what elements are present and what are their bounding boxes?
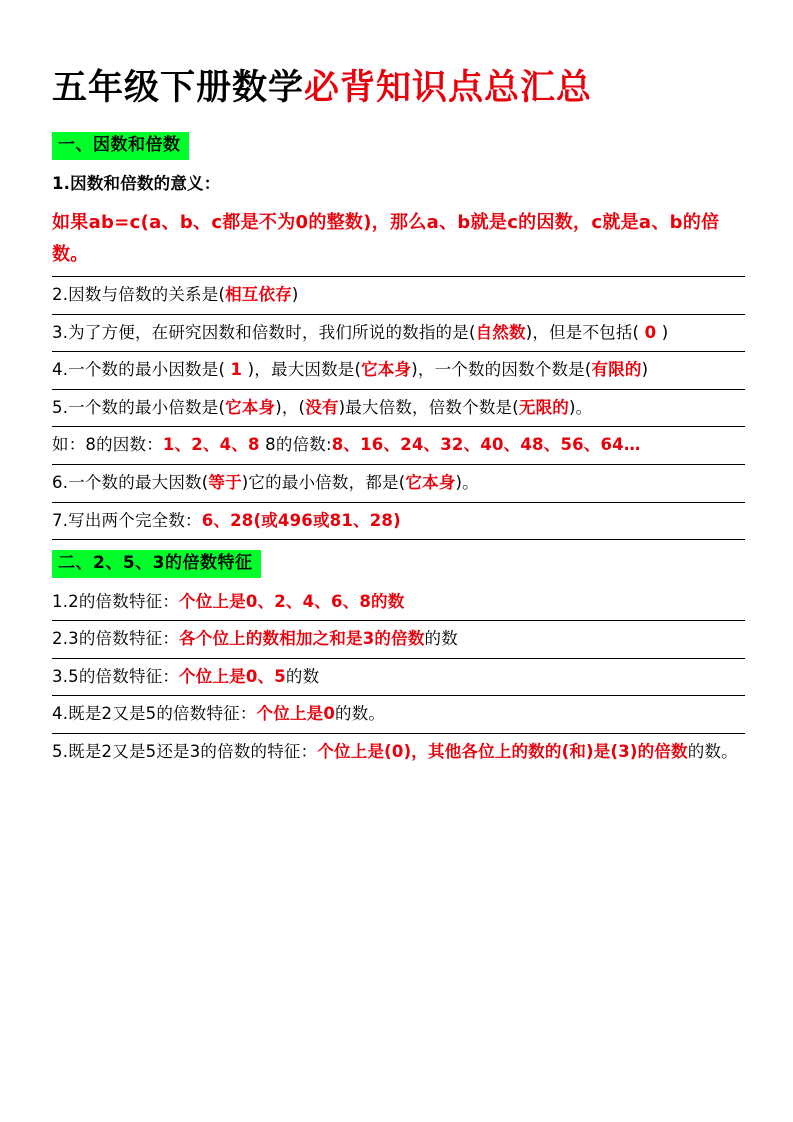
question-text: )，最大因数是(: [242, 360, 362, 380]
answer-text: 等于: [208, 473, 242, 493]
question-text: 5.既是2又是5还是3的倍数的特征：: [52, 741, 318, 761]
question-text: 4.既是2又是5的倍数特征：: [52, 704, 257, 724]
section-heading: 二、2、5、3的倍数特征: [52, 550, 261, 577]
question-text: )它的最小倍数，都是(: [241, 473, 406, 493]
question-text: 5.一个数的最小倍数是(: [52, 397, 226, 417]
question-text: 如：8的因数：: [52, 435, 163, 455]
question-text: 的数: [424, 629, 458, 649]
answer-text: 有限的: [591, 360, 642, 380]
answer-text: 1: [230, 360, 243, 380]
answer-text: 个位上是0、2、4、6、8的数: [179, 591, 405, 611]
content-row: [52, 315, 745, 353]
content-row: [52, 584, 745, 622]
content-row: [52, 621, 745, 659]
question-text: 3.为了方便，在研究因数和倍数时，我们所说的数指的是(: [52, 322, 476, 342]
question-text: 的数: [285, 666, 320, 686]
subsection-label: 1.因数和倍数的意义：: [52, 173, 221, 193]
answer-text: 个位上是(0)，其他各位上的数的(和)是(3)的倍数: [317, 741, 688, 761]
answer-text: 它本身: [225, 397, 276, 417]
answer-text: 0: [644, 322, 657, 342]
answer-text: 个位上是0、5: [179, 666, 286, 686]
title-black-part: 五年级下册数学: [52, 68, 305, 108]
question-text: )，(: [275, 397, 306, 417]
section-heading: 一、因数和倍数: [52, 132, 189, 159]
question-text: )最大倍数，倍数个数是(: [338, 397, 519, 417]
answer-text: 各个位上的数相加之和是3的倍数: [179, 629, 425, 649]
section-heading-wrap: [52, 540, 745, 583]
content-row: [52, 696, 745, 734]
answer-text: 6、28(或496或81、28): [201, 510, 401, 530]
document-content: [52, 122, 745, 770]
question-text: 1.2的倍数特征：: [52, 591, 180, 611]
answer-text: 相互依存: [225, 285, 292, 305]
answer-text: 没有: [305, 397, 339, 417]
answer-text: 个位上是0: [256, 704, 336, 724]
question-text: 6.一个数的最大因数(: [52, 473, 209, 493]
question-text: 3.5的倍数特征：: [52, 666, 180, 686]
content-row: [52, 734, 745, 771]
question-text: )。: [455, 473, 479, 493]
question-text: 4.一个数的最小因数是(: [52, 360, 231, 380]
answer-text: 1、2、4、8: [162, 435, 260, 455]
question-text: )，但是不包括(: [525, 322, 645, 342]
content-row: [52, 166, 745, 203]
question-text: 的数。: [335, 704, 386, 724]
question-text: )，一个数的因数个数是(: [411, 360, 592, 380]
definition-text: 如果ab=c(a、b、c都是不为0的整数)，那么a、b就是c的因数，c就是a、b的倍数。: [52, 212, 720, 265]
question-text: ): [656, 322, 669, 342]
section-heading-wrap: [52, 122, 745, 165]
question-text: 7.写出两个完全数：: [52, 510, 202, 530]
content-row: [52, 390, 745, 428]
title-red-part: 必背知识点总汇总: [304, 68, 593, 108]
answer-text: 8、16、24、32、40、48、56、64…: [331, 435, 641, 455]
question-text: )。: [568, 397, 593, 417]
question-text: 8的倍数:: [259, 435, 332, 455]
answer-text: 它本身: [361, 360, 412, 380]
content-row: [52, 503, 745, 541]
question-text: ): [641, 360, 649, 380]
page-title: [52, 68, 745, 108]
question-text: 的数。: [687, 741, 738, 761]
content-row: [52, 465, 745, 503]
question-text: 2.3的倍数特征：: [52, 629, 180, 649]
answer-text: 无限的: [518, 397, 569, 417]
content-row: [52, 427, 745, 465]
answer-text: 自然数: [475, 322, 526, 342]
content-row: [52, 277, 745, 315]
question-text: 2.因数与倍数的关系是(: [52, 285, 226, 305]
question-text: ): [291, 285, 299, 305]
content-row: [52, 202, 745, 277]
answer-text: 它本身: [405, 473, 456, 493]
content-row: [52, 352, 745, 390]
content-row: [52, 659, 745, 697]
